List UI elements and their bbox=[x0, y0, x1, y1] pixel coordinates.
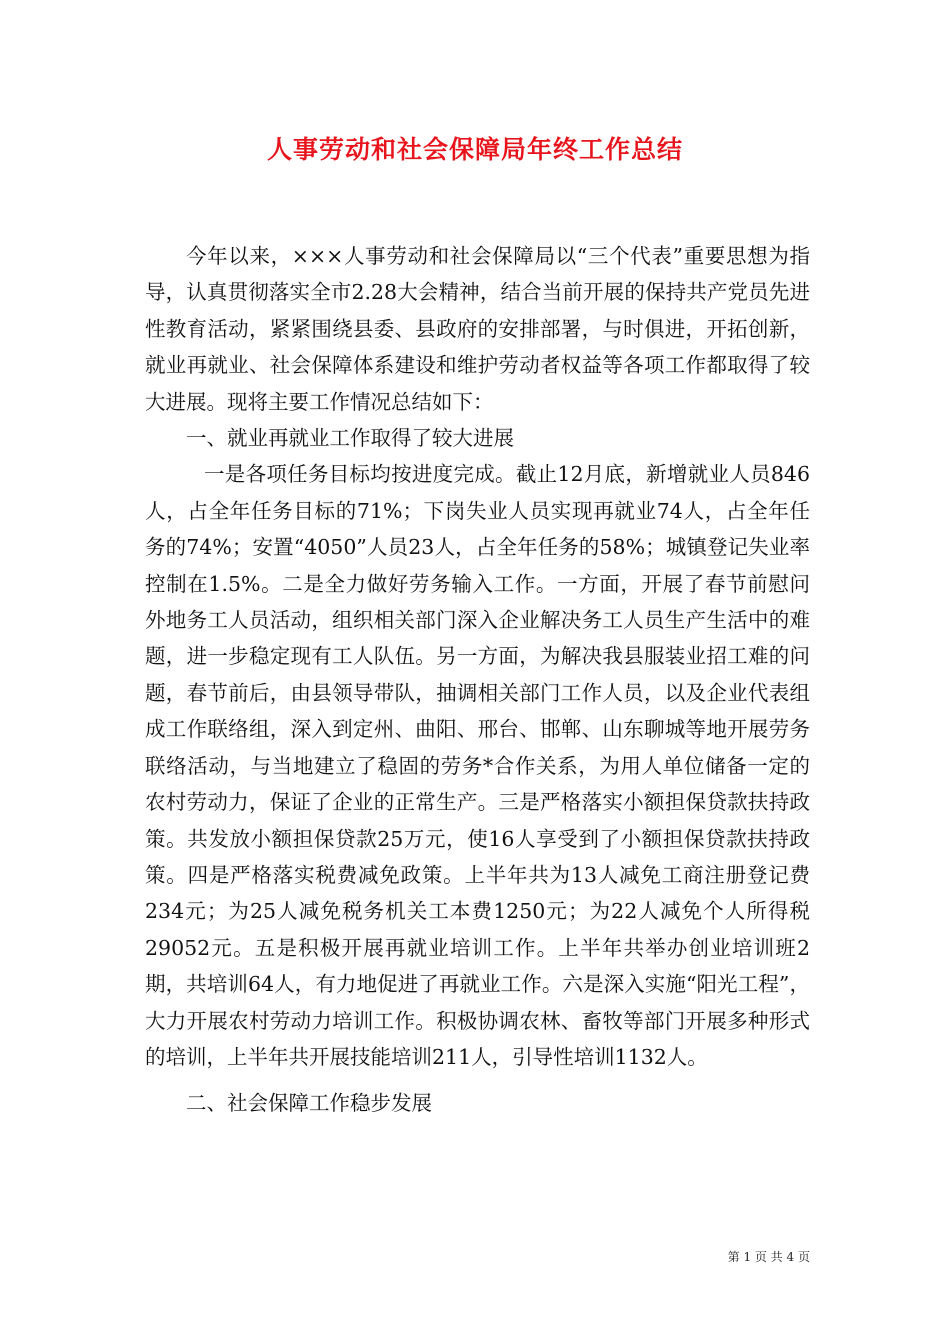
section-1-paragraph: 一是各项任务目标均按进度完成。截止12月底，新增就业人员846人，占全年任务目标的71%；下岗失业人员实现再就业74人，占全年任务的74%；安置“4050”人员23人，占全年任务的58%；城镇登记失业率控制在1.5%。二是全力做好劳务输入工作。一方面，开展了春节前慰问外地务工人员活动，组织相关部门深入企业解决务工人员生产生活中的难题，进一步稳定现有工人队伍。另一方面，为解决我县服装业招工难的问题，春节前后，由县领导带队，抽调相关部门工作人员，以及企业代表组成工作联络组，深入到定州、曲阳、邢台、邯郸、山东聊城等地开展劳务联络活动，与当地建立了稳固的劳务*合作关系，为用人单位储备一定的农村劳动力，保证了企业的正常生产。三是严格落实小额担保贷款扶持政策。共发放小额担保贷款25万元，使16人享受到了小额担保贷款扶持政策。四是严格落实税费减免政策。上半年共为13人减免工商注册登记费234元；为25人减免税务机关工本费1250元；为22人减免个人所得税29052元。五是积极开展再就业培训工作。上半年共举办创业培训班2期，共培训64人，有力地促进了再就业工作。六是深入实施“阳光工程”，大力开展农村劳动力培训工作。积极协调农林、畜牧等部门开展多种形式的培训，上半年共开展技能培训211人，引导性培训1132人。 bbox=[145, 462, 810, 1069]
page-footer: 第 1 页 共 4 页 bbox=[727, 1250, 810, 1264]
document-title: 人事劳动和社会保障局年终工作总结 bbox=[266, 135, 683, 164]
intro-paragraph: 今年以来，×××人事劳动和社会保障局以“三个代表”重要思想为指导，认真贯彻落实全市2.28大会精神，结合当前开展的保持共产党员先进性教育活动，紧紧围绕县委、县政府的安排部署，与时俱进，开拓创新，就业再就业、社会保障体系建设和维护劳动者权益等各项工作都取得了较大进展。现将主要工作情况总结如下： bbox=[145, 244, 810, 414]
document-body bbox=[145, 238, 810, 1122]
section-heading-2: 二、社会保障工作稳步发展 bbox=[186, 1091, 432, 1116]
section-heading-1: 一、就业再就业工作取得了较大进展 bbox=[186, 426, 514, 451]
